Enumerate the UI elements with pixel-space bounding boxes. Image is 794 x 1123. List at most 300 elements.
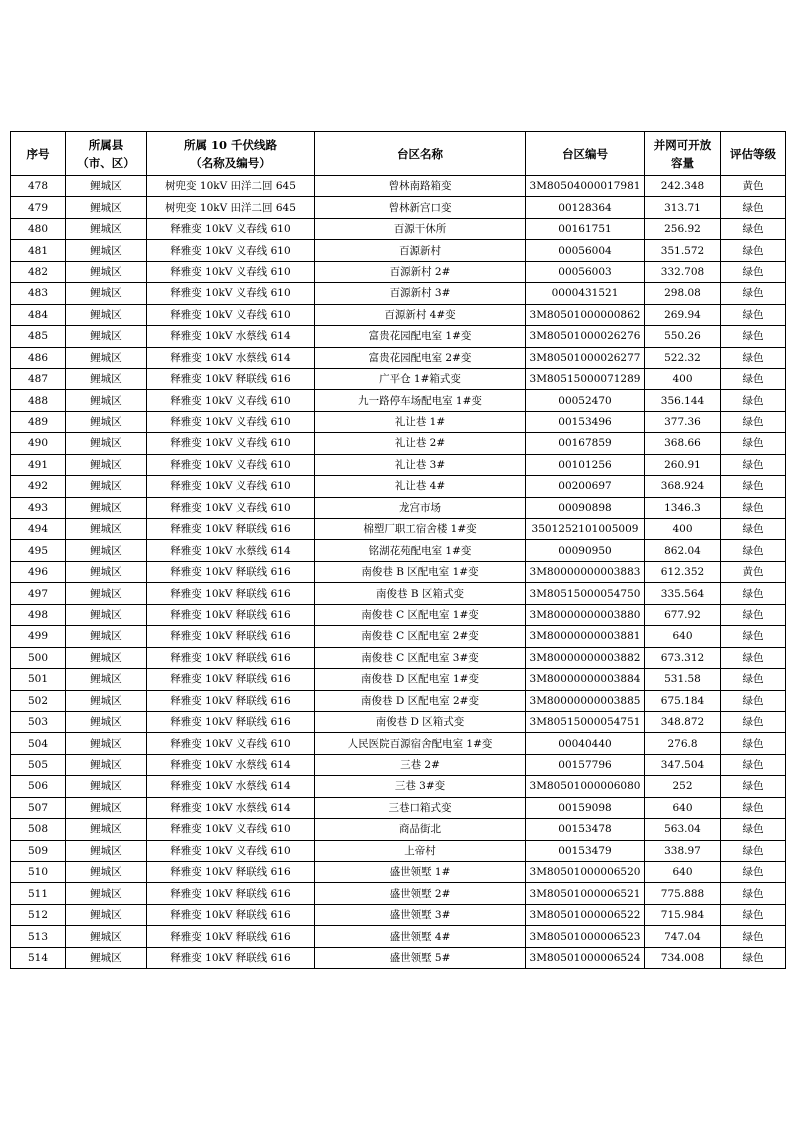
cell-capacity: 612.352 [645, 561, 721, 582]
cell-capacity: 675.184 [645, 690, 721, 711]
cell-line: 树兜变 10kV 田洋二回 645 [147, 197, 315, 218]
cell-area-code: 00167859 [526, 433, 645, 454]
cell-capacity: 522.32 [645, 347, 721, 368]
cell-area-code: 3M80515000071289 [526, 368, 645, 389]
cell-grade: 绿色 [721, 261, 786, 282]
cell-area-name: 南俊巷 C 区配电室 2#变 [315, 626, 526, 647]
cell-capacity: 313.71 [645, 197, 721, 218]
cell-line: 释雅变 10kV 义春线 610 [147, 218, 315, 239]
cell-seq: 505 [11, 754, 66, 775]
cell-area-code: 00157796 [526, 754, 645, 775]
cell-area-code: 3M80501000006522 [526, 904, 645, 925]
cell-seq: 504 [11, 733, 66, 754]
cell-area-code: 00153478 [526, 819, 645, 840]
cell-area-code: 00056004 [526, 240, 645, 261]
table-row [11, 561, 786, 582]
header-area-code [526, 132, 645, 176]
cell-seq: 501 [11, 669, 66, 690]
cell-area-name: 广平仓 1#箱式变 [315, 368, 526, 389]
cell-grade: 黄色 [721, 561, 786, 582]
cell-county: 鲤城区 [66, 304, 147, 325]
cell-county: 鲤城区 [66, 176, 147, 197]
cell-line: 释雅变 10kV 释联线 616 [147, 711, 315, 732]
header-area-code-label: 台区编号 [562, 146, 608, 161]
cell-area-code: 3M80501000006524 [526, 947, 645, 968]
cell-area-name: 盛世领墅 2# [315, 883, 526, 904]
cell-county: 鲤城区 [66, 390, 147, 411]
cell-area-code: 00101256 [526, 454, 645, 475]
header-row [11, 132, 786, 176]
cell-area-name: 南俊巷 D 区箱式变 [315, 711, 526, 732]
cell-grade: 绿色 [721, 304, 786, 325]
cell-county: 鲤城区 [66, 476, 147, 497]
cell-county: 鲤城区 [66, 454, 147, 475]
table-row [11, 754, 786, 775]
cell-seq: 487 [11, 368, 66, 389]
cell-area-name: 三巷 2# [315, 754, 526, 775]
cell-area-code: 00090898 [526, 497, 645, 518]
cell-county: 鲤城区 [66, 626, 147, 647]
cell-area-code: 3M80501000006520 [526, 862, 645, 883]
cell-grade: 绿色 [721, 797, 786, 818]
cell-seq: 508 [11, 819, 66, 840]
cell-area-name: 人民医院百源宿舍配电室 1#变 [315, 733, 526, 754]
cell-area-name: 百源新村 2# [315, 261, 526, 282]
cell-capacity: 260.91 [645, 454, 721, 475]
cell-area-code: 00090950 [526, 540, 645, 561]
header-area-name [315, 132, 526, 176]
cell-area-name: 曾林南路箱变 [315, 176, 526, 197]
cell-capacity: 351.572 [645, 240, 721, 261]
cell-capacity: 347.504 [645, 754, 721, 775]
cell-capacity: 377.36 [645, 411, 721, 432]
cell-seq: 485 [11, 326, 66, 347]
cell-county: 鲤城区 [66, 326, 147, 347]
cell-area-code: 3M80000000003883 [526, 561, 645, 582]
cell-area-code: 3M80501000006080 [526, 776, 645, 797]
cell-area-name: 南俊巷 B 区箱式变 [315, 583, 526, 604]
cell-county: 鲤城区 [66, 862, 147, 883]
cell-county: 鲤城区 [66, 840, 147, 861]
cell-line: 释雅变 10kV 释联线 616 [147, 883, 315, 904]
cell-area-code: 00153496 [526, 411, 645, 432]
cell-line: 释雅变 10kV 义春线 610 [147, 433, 315, 454]
cell-line: 释雅变 10kV 义春线 610 [147, 304, 315, 325]
cell-grade: 黄色 [721, 176, 786, 197]
cell-area-name: 商品街北 [315, 819, 526, 840]
cell-area-code: 00056003 [526, 261, 645, 282]
cell-line: 释雅变 10kV 义春线 610 [147, 283, 315, 304]
cell-line: 释雅变 10kV 水蔡线 614 [147, 540, 315, 561]
table-row [11, 711, 786, 732]
cell-capacity: 862.04 [645, 540, 721, 561]
cell-capacity: 640 [645, 626, 721, 647]
table-header [11, 132, 786, 176]
table-row [11, 304, 786, 325]
cell-grade: 绿色 [721, 411, 786, 432]
header-capacity-line1: 并网可开放 [653, 137, 712, 152]
cell-grade: 绿色 [721, 926, 786, 947]
cell-seq: 513 [11, 926, 66, 947]
cell-area-code: 3M80504000017981 [526, 176, 645, 197]
cell-grade: 绿色 [721, 218, 786, 239]
table-row [11, 347, 786, 368]
cell-area-name: 南俊巷 B 区配电室 1#变 [315, 561, 526, 582]
cell-area-name: 三巷口箱式变 [315, 797, 526, 818]
cell-area-code: 00128364 [526, 197, 645, 218]
cell-county: 鲤城区 [66, 947, 147, 968]
table-row [11, 604, 786, 625]
cell-line: 释雅变 10kV 释联线 616 [147, 647, 315, 668]
cell-area-code: 3M80000000003880 [526, 604, 645, 625]
cell-line: 释雅变 10kV 释联线 616 [147, 626, 315, 647]
cell-seq: 493 [11, 497, 66, 518]
header-seq [11, 132, 66, 176]
cell-county: 鲤城区 [66, 240, 147, 261]
cell-capacity: 550.26 [645, 326, 721, 347]
cell-capacity: 256.92 [645, 218, 721, 239]
cell-area-code: 3M80515000054751 [526, 711, 645, 732]
cell-seq: 488 [11, 390, 66, 411]
cell-capacity: 368.66 [645, 433, 721, 454]
cell-line: 释雅变 10kV 释联线 616 [147, 669, 315, 690]
cell-area-name: 南俊巷 C 区配电室 3#变 [315, 647, 526, 668]
cell-county: 鲤城区 [66, 883, 147, 904]
cell-area-name: 礼让巷 3# [315, 454, 526, 475]
header-line [147, 132, 315, 176]
cell-line: 释雅变 10kV 义春线 610 [147, 819, 315, 840]
table-row [11, 519, 786, 540]
cell-capacity: 640 [645, 862, 721, 883]
cell-county: 鲤城区 [66, 711, 147, 732]
cell-seq: 490 [11, 433, 66, 454]
cell-grade: 绿色 [721, 283, 786, 304]
cell-county: 鲤城区 [66, 197, 147, 218]
cell-line: 释雅变 10kV 义春线 610 [147, 476, 315, 497]
cell-area-code: 00052470 [526, 390, 645, 411]
table-row [11, 283, 786, 304]
table-row [11, 690, 786, 711]
table-row [11, 411, 786, 432]
cell-capacity: 335.564 [645, 583, 721, 604]
cell-area-code: 3501252101005009 [526, 519, 645, 540]
table-row [11, 368, 786, 389]
cell-grade: 绿色 [721, 862, 786, 883]
cell-grade: 绿色 [721, 454, 786, 475]
cell-capacity: 400 [645, 368, 721, 389]
cell-area-name: 百源新村 3# [315, 283, 526, 304]
cell-county: 鲤城区 [66, 604, 147, 625]
cell-grade: 绿色 [721, 540, 786, 561]
cell-county: 鲤城区 [66, 690, 147, 711]
cell-capacity: 368.924 [645, 476, 721, 497]
table-body [11, 176, 786, 969]
cell-area-code: 3M80000000003882 [526, 647, 645, 668]
cell-seq: 489 [11, 411, 66, 432]
cell-area-name: 盛世领墅 3# [315, 904, 526, 925]
cell-capacity: 734.008 [645, 947, 721, 968]
cell-grade: 绿色 [721, 519, 786, 540]
table-row [11, 583, 786, 604]
cell-grade: 绿色 [721, 240, 786, 261]
table-row [11, 261, 786, 282]
cell-seq: 511 [11, 883, 66, 904]
cell-line: 释雅变 10kV 释联线 616 [147, 862, 315, 883]
cell-seq: 509 [11, 840, 66, 861]
cell-area-name: 盛世领墅 1# [315, 862, 526, 883]
cell-capacity: 775.888 [645, 883, 721, 904]
cell-seq: 483 [11, 283, 66, 304]
cell-line: 释雅变 10kV 水蔡线 614 [147, 797, 315, 818]
cell-grade: 绿色 [721, 776, 786, 797]
cell-seq: 498 [11, 604, 66, 625]
cell-county: 鲤城区 [66, 519, 147, 540]
cell-county: 鲤城区 [66, 733, 147, 754]
cell-grade: 绿色 [721, 647, 786, 668]
cell-capacity: 252 [645, 776, 721, 797]
table-row [11, 776, 786, 797]
cell-grade: 绿色 [721, 604, 786, 625]
cell-area-name: 百源新村 [315, 240, 526, 261]
cell-capacity: 715.984 [645, 904, 721, 925]
cell-line: 树兜变 10kV 田洋二回 645 [147, 176, 315, 197]
cell-grade: 绿色 [721, 711, 786, 732]
cell-capacity: 298.08 [645, 283, 721, 304]
cell-grade: 绿色 [721, 904, 786, 925]
cell-line: 释雅变 10kV 义春线 610 [147, 390, 315, 411]
cell-area-name: 盛世领墅 5# [315, 947, 526, 968]
cell-line: 释雅变 10kV 水蔡线 614 [147, 347, 315, 368]
cell-area-name: 三巷 3#变 [315, 776, 526, 797]
cell-line: 释雅变 10kV 释联线 616 [147, 519, 315, 540]
cell-area-name: 南俊巷 C 区配电室 1#变 [315, 604, 526, 625]
cell-area-code: 00159098 [526, 797, 645, 818]
table-row [11, 240, 786, 261]
cell-seq: 514 [11, 947, 66, 968]
cell-seq: 503 [11, 711, 66, 732]
cell-area-name: 曾林新宫口变 [315, 197, 526, 218]
table-row [11, 904, 786, 925]
cell-line: 释雅变 10kV 释联线 616 [147, 561, 315, 582]
cell-capacity: 640 [645, 797, 721, 818]
cell-area-name: 龙宫市场 [315, 497, 526, 518]
header-capacity-line2: 容量 [671, 155, 694, 170]
cell-area-name: 棉塑厂职工宿舍楼 1#变 [315, 519, 526, 540]
cell-area-code: 3M80000000003884 [526, 669, 645, 690]
header-county-line2: （市、区） [77, 155, 135, 170]
cell-grade: 绿色 [721, 197, 786, 218]
cell-grade: 绿色 [721, 433, 786, 454]
cell-county: 鲤城区 [66, 926, 147, 947]
cell-grade: 绿色 [721, 819, 786, 840]
cell-capacity: 332.708 [645, 261, 721, 282]
cell-county: 鲤城区 [66, 797, 147, 818]
header-county [66, 132, 147, 176]
table-row [11, 926, 786, 947]
cell-area-name: 富贵花园配电室 2#变 [315, 347, 526, 368]
cell-area-name: 南俊巷 D 区配电室 1#变 [315, 669, 526, 690]
cell-capacity: 677.92 [645, 604, 721, 625]
header-grade-label: 评估等级 [730, 146, 776, 161]
header-county-line1: 所属县 [88, 137, 124, 152]
table-row [11, 947, 786, 968]
cell-line: 释雅变 10kV 释联线 616 [147, 926, 315, 947]
cell-line: 释雅变 10kV 水蔡线 614 [147, 776, 315, 797]
cell-county: 鲤城区 [66, 368, 147, 389]
table-row [11, 176, 786, 197]
header-seq-label: 序号 [26, 146, 50, 161]
cell-area-name: 百源新村 4#变 [315, 304, 526, 325]
table-row [11, 326, 786, 347]
cell-area-code: 0000431521 [526, 283, 645, 304]
cell-area-code: 3M80501000000862 [526, 304, 645, 325]
cell-area-code: 3M80000000003885 [526, 690, 645, 711]
header-grade [721, 132, 786, 176]
cell-county: 鲤城区 [66, 283, 147, 304]
cell-line: 释雅变 10kV 义春线 610 [147, 411, 315, 432]
cell-line: 释雅变 10kV 水蔡线 614 [147, 326, 315, 347]
header-line-line1: 所属 10 千伏线路 [183, 137, 277, 152]
cell-seq: 481 [11, 240, 66, 261]
cell-line: 释雅变 10kV 释联线 616 [147, 604, 315, 625]
cell-grade: 绿色 [721, 733, 786, 754]
cell-line: 释雅变 10kV 水蔡线 614 [147, 754, 315, 775]
cell-line: 释雅变 10kV 释联线 616 [147, 368, 315, 389]
cell-line: 释雅变 10kV 释联线 616 [147, 583, 315, 604]
table-row [11, 626, 786, 647]
cell-area-code: 00040440 [526, 733, 645, 754]
capacity-table-page [10, 131, 785, 969]
cell-line: 释雅变 10kV 义春线 610 [147, 497, 315, 518]
table-row [11, 883, 786, 904]
cell-county: 鲤城区 [66, 819, 147, 840]
cell-line: 释雅变 10kV 义春线 610 [147, 733, 315, 754]
cell-capacity: 563.04 [645, 819, 721, 840]
table-row [11, 540, 786, 561]
cell-area-code: 00200697 [526, 476, 645, 497]
cell-county: 鲤城区 [66, 497, 147, 518]
cell-capacity: 276.8 [645, 733, 721, 754]
cell-grade: 绿色 [721, 947, 786, 968]
cell-capacity: 673.312 [645, 647, 721, 668]
cell-grade: 绿色 [721, 390, 786, 411]
cell-line: 释雅变 10kV 释联线 616 [147, 904, 315, 925]
cell-county: 鲤城区 [66, 261, 147, 282]
cell-grade: 绿色 [721, 669, 786, 690]
cell-area-name: 百源干休所 [315, 218, 526, 239]
cell-seq: 512 [11, 904, 66, 925]
cell-seq: 506 [11, 776, 66, 797]
cell-county: 鲤城区 [66, 411, 147, 432]
cell-seq: 497 [11, 583, 66, 604]
cell-seq: 480 [11, 218, 66, 239]
cell-seq: 491 [11, 454, 66, 475]
table-row [11, 733, 786, 754]
cell-area-code: 3M80000000003881 [526, 626, 645, 647]
cell-capacity: 400 [645, 519, 721, 540]
header-capacity [645, 132, 721, 176]
cell-grade: 绿色 [721, 583, 786, 604]
cell-area-name: 铭湖花苑配电室 1#变 [315, 540, 526, 561]
cell-area-name: 礼让巷 4# [315, 476, 526, 497]
cell-county: 鲤城区 [66, 754, 147, 775]
cell-area-code: 3M80501000026277 [526, 347, 645, 368]
cell-capacity: 269.94 [645, 304, 721, 325]
cell-area-code: 00153479 [526, 840, 645, 861]
cell-grade: 绿色 [721, 347, 786, 368]
cell-grade: 绿色 [721, 690, 786, 711]
cell-line: 释雅变 10kV 义春线 610 [147, 240, 315, 261]
cell-seq: 499 [11, 626, 66, 647]
cell-grade: 绿色 [721, 368, 786, 389]
cell-capacity: 348.872 [645, 711, 721, 732]
table-row [11, 647, 786, 668]
cell-area-code: 00161751 [526, 218, 645, 239]
cell-county: 鲤城区 [66, 540, 147, 561]
cell-grade: 绿色 [721, 497, 786, 518]
table-row [11, 476, 786, 497]
cell-grade: 绿色 [721, 476, 786, 497]
cell-county: 鲤城区 [66, 433, 147, 454]
table-row [11, 390, 786, 411]
cell-area-name: 盛世领墅 4# [315, 926, 526, 947]
cell-grade: 绿色 [721, 754, 786, 775]
cell-capacity: 747.04 [645, 926, 721, 947]
capacity-table [10, 131, 786, 969]
cell-area-name: 南俊巷 D 区配电室 2#变 [315, 690, 526, 711]
cell-county: 鲤城区 [66, 776, 147, 797]
cell-seq: 494 [11, 519, 66, 540]
table-row [11, 819, 786, 840]
header-area-name-label: 台区名称 [397, 146, 443, 161]
cell-grade: 绿色 [721, 626, 786, 647]
cell-seq: 507 [11, 797, 66, 818]
cell-grade: 绿色 [721, 840, 786, 861]
cell-grade: 绿色 [721, 883, 786, 904]
cell-area-code: 3M80515000054750 [526, 583, 645, 604]
table-row [11, 840, 786, 861]
cell-area-name: 礼让巷 2# [315, 433, 526, 454]
cell-seq: 496 [11, 561, 66, 582]
cell-capacity: 356.144 [645, 390, 721, 411]
table-row [11, 497, 786, 518]
cell-seq: 479 [11, 197, 66, 218]
table-row [11, 218, 786, 239]
cell-grade: 绿色 [721, 326, 786, 347]
cell-seq: 510 [11, 862, 66, 883]
cell-county: 鲤城区 [66, 904, 147, 925]
cell-county: 鲤城区 [66, 347, 147, 368]
cell-seq: 492 [11, 476, 66, 497]
cell-county: 鲤城区 [66, 218, 147, 239]
cell-seq: 478 [11, 176, 66, 197]
header-line-line2: （名称及编号） [190, 155, 271, 170]
table-row [11, 454, 786, 475]
cell-area-name: 上帝村 [315, 840, 526, 861]
cell-seq: 484 [11, 304, 66, 325]
table-row [11, 669, 786, 690]
cell-seq: 500 [11, 647, 66, 668]
table-row [11, 797, 786, 818]
cell-line: 释雅变 10kV 释联线 616 [147, 690, 315, 711]
cell-county: 鲤城区 [66, 561, 147, 582]
cell-line: 释雅变 10kV 义春线 610 [147, 840, 315, 861]
cell-area-code: 3M80501000006521 [526, 883, 645, 904]
cell-capacity: 531.58 [645, 669, 721, 690]
table-row [11, 862, 786, 883]
cell-area-name: 富贵花园配电室 1#变 [315, 326, 526, 347]
cell-line: 释雅变 10kV 义春线 610 [147, 261, 315, 282]
